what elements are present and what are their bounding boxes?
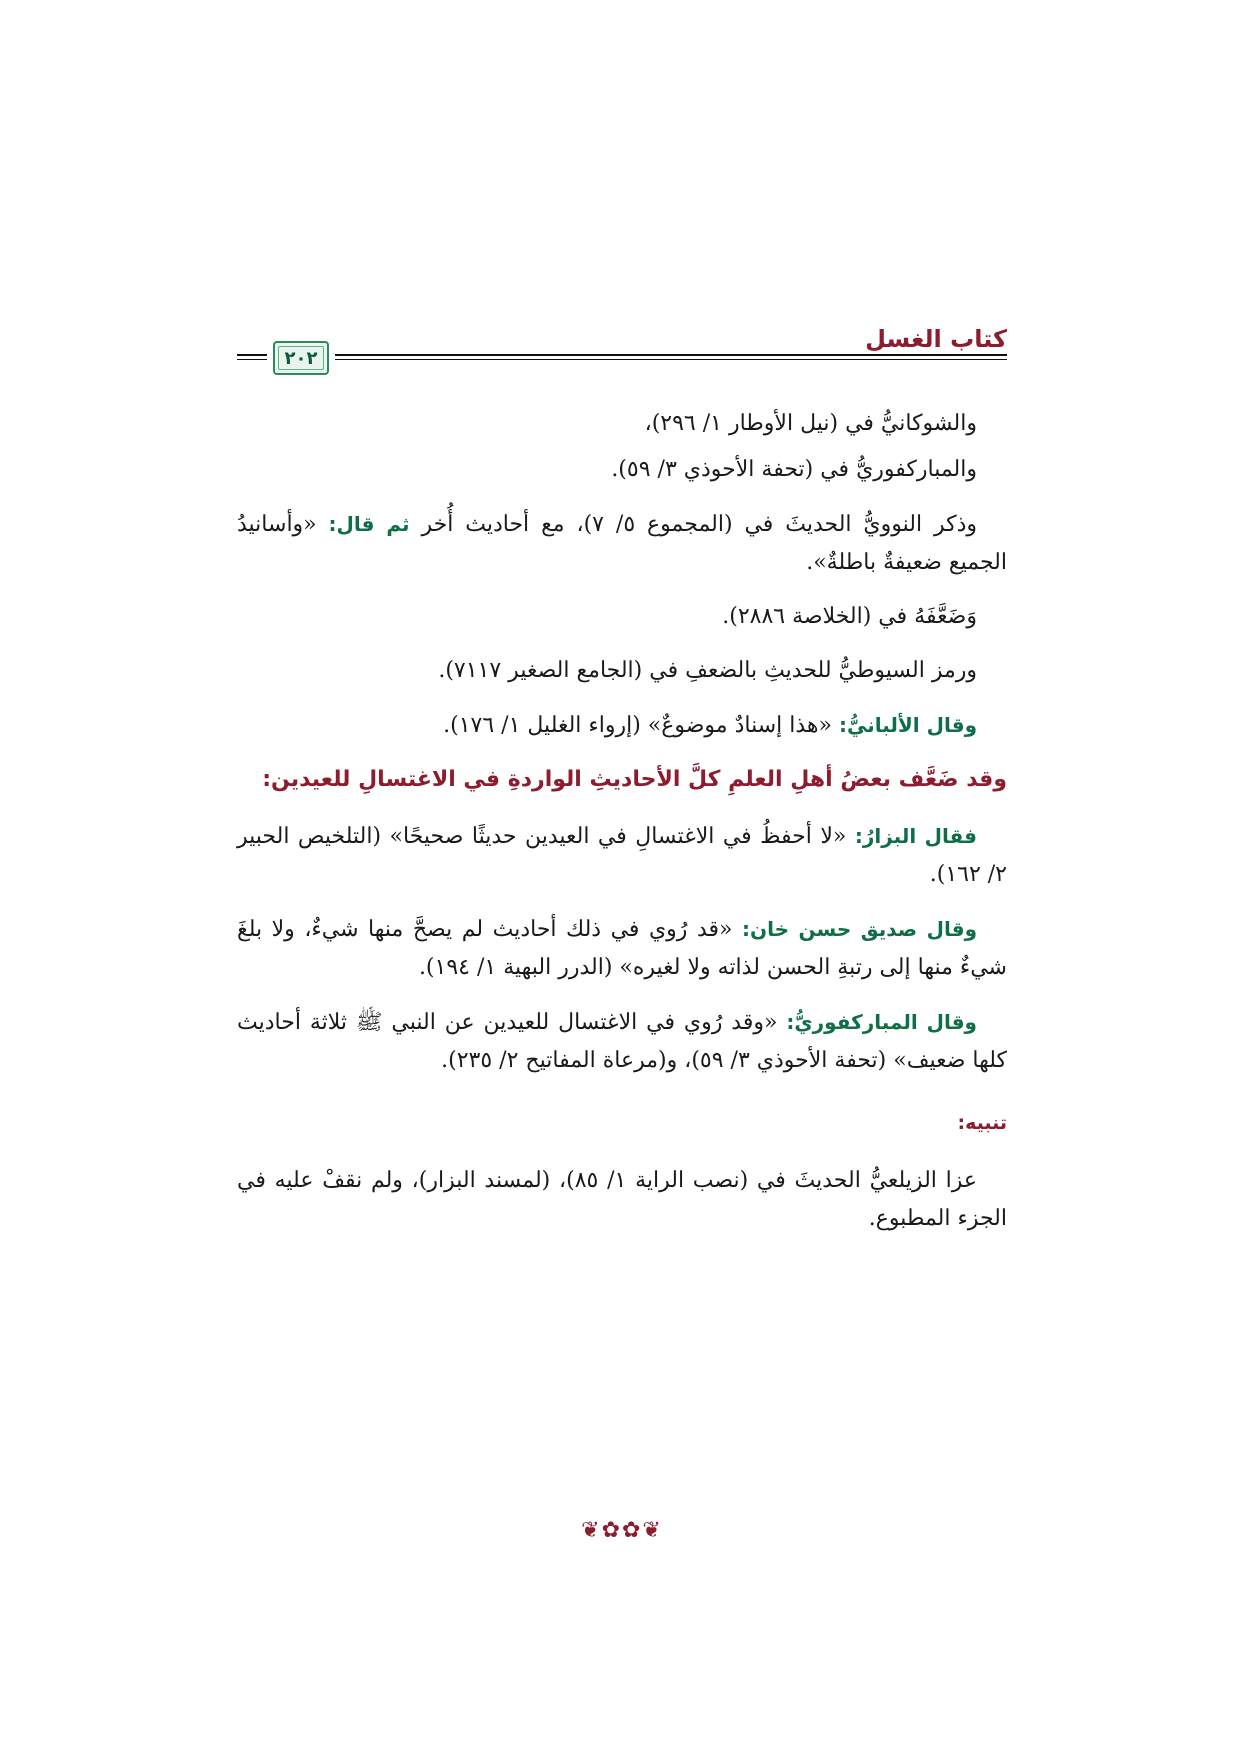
paragraph-suyuti: ورمز السيوطيُّ للحديثِ بالضعفِ في (الجامع الصغير ٧١١٧). (438, 658, 977, 683)
paragraph-siddiq-hasan-khan (237, 910, 1007, 987)
paragraph-mubarakfuri: والمباركفوريُّ في (تحفة الأحوذي ٣/ ٥٩). (611, 457, 977, 482)
page (237, 300, 1007, 1560)
paragraph-mubarakfuri-quote (237, 1003, 1007, 1080)
book-title: كتاب الغسل (865, 325, 1007, 353)
paragraph-shawkani: والشوكانيُّ في (نيل الأوطار ١/ ٢٩٦)، (644, 411, 977, 436)
paragraph-albani (237, 706, 1007, 745)
siddiq-text: «قد رُوي في ذلك أحاديث لم يصحَّ منها شيءٌ، ولا بلغَ شيءٌ منها إلى رتبةِ الحسن لذاته ولا لغيره» (الدرر البهية ١/ ١٩٤). (237, 917, 1007, 980)
nawawi-quote: «وأسانيدُ الجميع ضعيفةٌ باطلةٌ». (237, 512, 1007, 575)
siddiq-speaker: وقال صديق حسن خان: (742, 917, 978, 941)
nawawi-speaker: ثم قال: (328, 512, 410, 536)
nawawi-text: وذكر النوويُّ الحديثَ في (المجموع ٥/ ٧)، مع أحاديث أُخر (409, 512, 978, 537)
bazzar-text: «لا أحفظُ في الاغتسالِ في العيدين حديثًا صحيحًا» (التلخيص الحبير ٢/ ١٦٢). (237, 824, 1007, 887)
header-rule-tail (237, 354, 267, 360)
section-headline: وقد ضَعَّف بعضُ أهلِ العلمِ كلَّ الأحاديثِ الواردةِ في الاغتسالِ للعيدين: (262, 767, 1007, 792)
albani-text: «هذا إسنادٌ موضوعٌ» (إرواء الغليل ١/ ١٧٦). (443, 713, 839, 738)
end-ornament-icon: ❦✿✿❦ (581, 1518, 663, 1543)
page-body (237, 405, 1007, 1254)
albani-speaker: وقال الألبانيُّ: (838, 713, 977, 737)
paragraph-bazzar (237, 817, 1007, 894)
page-number: ٢٠٢ (284, 347, 318, 369)
header-rule (335, 354, 1007, 360)
paragraph-khulasa: وَضَعَّفَهُ في (الخلاصة ٢٨٨٦). (722, 604, 977, 629)
bazzar-speaker: فقال البزارُ: (854, 824, 977, 848)
notice-heading: تنبيه: (957, 1112, 1007, 1134)
page-number-badge (273, 341, 329, 375)
paragraph-nawawi (237, 505, 1007, 582)
paragraph-zaylai: عزا الزيلعيُّ الحديثَ في (نصب الراية ١/ ٨٥)، (لمسند البزار)، ولم نقفْ عليه في الجزء المطبوع. (237, 1168, 1007, 1231)
mubarakfuri-speaker: وقال المباركفوريُّ: (786, 1010, 977, 1034)
page-header (237, 300, 1007, 390)
mubarakfuri-text: «وقد رُوي في الاغتسال للعيدين عن النبي ﷺ ثلاثة أحاديث كلها ضعيف» (تحفة الأحوذي ٣/ ٥٩)، و(مرعاة المفاتيح ٢/ ٢٣٥). (237, 1010, 1007, 1073)
